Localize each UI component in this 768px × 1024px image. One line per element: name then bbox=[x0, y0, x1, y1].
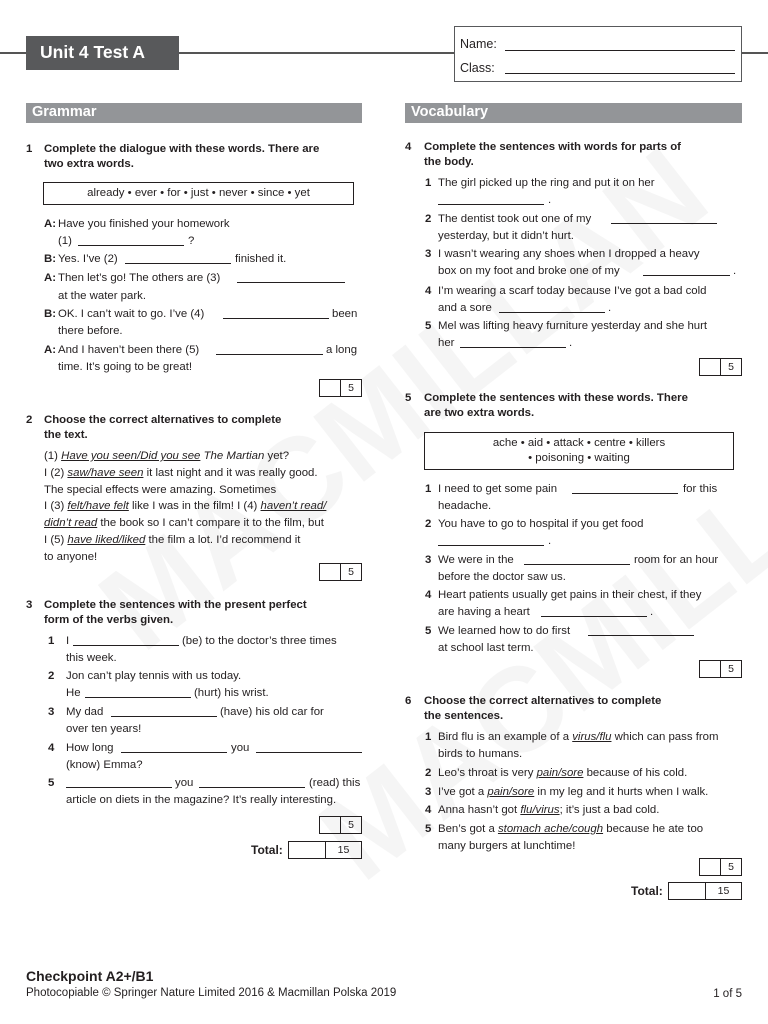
question-instructions bbox=[424, 391, 744, 420]
alternatives[interactable]: pain/sore bbox=[536, 767, 584, 779]
alternatives[interactable]: didn’t read bbox=[44, 517, 98, 529]
item-text: The dentist took out one of my bbox=[438, 213, 592, 225]
instruction-line: Complete the dialogue with these words. There are bbox=[44, 143, 320, 155]
answer-blank[interactable] bbox=[572, 484, 678, 494]
item-text: at school last term. bbox=[438, 642, 534, 654]
item-text: headache. bbox=[438, 500, 492, 512]
question-number: 2 bbox=[26, 414, 33, 426]
text-line bbox=[44, 467, 318, 479]
text: the film a lot. I’d recommend it bbox=[145, 534, 301, 546]
answer-blank[interactable] bbox=[256, 743, 362, 753]
text: like I was in the film! I (4) bbox=[128, 500, 261, 512]
answer-blank[interactable] bbox=[460, 338, 566, 348]
score-input[interactable] bbox=[320, 564, 341, 580]
item-number: 1 bbox=[425, 177, 432, 189]
name-label: Name: bbox=[460, 37, 497, 51]
item-number: 3 bbox=[425, 248, 432, 260]
item-text bbox=[438, 804, 659, 816]
item-text: Jon can’t play tennis with us today. bbox=[66, 670, 242, 682]
item-text: this week. bbox=[66, 652, 117, 664]
item-text: He bbox=[66, 687, 81, 699]
item-number: 4 bbox=[425, 285, 432, 297]
speaker: A: bbox=[44, 272, 57, 284]
item-text: Heart patients usually get pains in their chest, if they bbox=[438, 589, 702, 601]
max-score: 5 bbox=[728, 861, 734, 873]
answer-blank[interactable] bbox=[438, 536, 544, 546]
gap-number: I (2) bbox=[44, 467, 68, 479]
item-text: I bbox=[66, 635, 70, 647]
item-number: 1 bbox=[425, 483, 432, 495]
item-text: room for an hour bbox=[634, 554, 719, 566]
item-text: . bbox=[608, 302, 612, 314]
max-score: 5 bbox=[728, 663, 734, 675]
total-label: Total: bbox=[251, 843, 283, 857]
name-field[interactable] bbox=[505, 50, 735, 51]
word-list-line: ache • aid • attack • centre • killers bbox=[492, 437, 666, 449]
item-number: 5 bbox=[425, 625, 432, 637]
answer-blank[interactable] bbox=[643, 266, 730, 276]
dialogue-line: finished it. bbox=[235, 253, 287, 265]
total-input[interactable] bbox=[289, 842, 326, 858]
item-text bbox=[438, 767, 687, 779]
film-title: The Martian bbox=[200, 450, 265, 462]
item-text: I need to get some pain bbox=[438, 483, 558, 495]
score-input[interactable] bbox=[700, 661, 721, 677]
score-box bbox=[699, 858, 742, 876]
item-number: 3 bbox=[425, 554, 432, 566]
item-text: . bbox=[650, 606, 654, 618]
score-box bbox=[319, 379, 362, 397]
total-label: Total: bbox=[631, 884, 663, 898]
instruction-line: Complete the sentences with words for parts of bbox=[424, 141, 681, 153]
total-max: 15 bbox=[337, 844, 350, 856]
item-text: We learned how to do first bbox=[438, 625, 571, 637]
item-text: . bbox=[733, 265, 737, 277]
dialogue-line: a long bbox=[326, 344, 358, 356]
max-score: 5 bbox=[348, 819, 354, 831]
answer-blank-3[interactable] bbox=[237, 273, 345, 283]
word-box: already • ever • for • just • never • since • yet bbox=[43, 182, 354, 205]
alternatives[interactable]: Have you seen/Did you see bbox=[61, 450, 201, 462]
alternatives[interactable]: saw/have seen bbox=[67, 467, 144, 479]
gap-number: I (5) bbox=[44, 534, 68, 546]
score-input[interactable] bbox=[700, 359, 721, 375]
item-text: We were in the bbox=[438, 554, 514, 566]
question-number: 5 bbox=[405, 392, 412, 404]
instruction-line: the body. bbox=[424, 155, 474, 168]
page-number: 1 of 5 bbox=[713, 988, 742, 1000]
item-text: over ten years! bbox=[66, 723, 142, 735]
question-number: 3 bbox=[26, 599, 33, 611]
text: I’ve got a bbox=[438, 786, 488, 798]
word-list-line: • poisoning • waiting bbox=[528, 452, 630, 464]
class-label: Class: bbox=[460, 61, 495, 75]
answer-blank[interactable] bbox=[66, 778, 172, 788]
gap-number: I (3) bbox=[44, 500, 68, 512]
item-text: many burgers at lunchtime! bbox=[438, 840, 576, 852]
question-instructions bbox=[424, 694, 744, 723]
alternatives[interactable]: virus/flu bbox=[572, 731, 612, 743]
answer-blank[interactable] bbox=[524, 555, 630, 565]
item-text: birds to humans. bbox=[438, 748, 523, 760]
text: yet? bbox=[264, 450, 290, 462]
item-number: 5 bbox=[425, 320, 432, 332]
score-box bbox=[699, 660, 742, 678]
footer-copyright: Photocopiable © Springer Nature Limited 2016 & Macmillan Polska 2019 bbox=[26, 987, 397, 999]
item-number: 5 bbox=[425, 823, 432, 835]
item-text: The girl picked up the ring and put it on her bbox=[438, 177, 655, 189]
item-text: How long bbox=[66, 742, 114, 754]
dialogue-line: Then let’s go! The others are (3) bbox=[58, 272, 221, 284]
question-instructions bbox=[424, 140, 744, 169]
text: ; it’s just a bad cold. bbox=[559, 804, 660, 816]
max-score: 5 bbox=[348, 566, 354, 578]
text: Leo’s throat is very bbox=[438, 767, 537, 779]
item-text: Mel was lifting heavy furniture yesterday and she hurt bbox=[438, 320, 708, 332]
text-line: The special effects were amazing. Sometimes bbox=[44, 484, 277, 496]
answer-blank[interactable] bbox=[588, 626, 694, 636]
instruction-line: are two extra words. bbox=[424, 406, 535, 419]
item-text: . bbox=[548, 535, 552, 547]
speaker: B: bbox=[44, 308, 57, 320]
answer-blank-4[interactable] bbox=[223, 309, 329, 319]
text: in my leg and it hurts when I walk. bbox=[534, 786, 709, 798]
dialogue-line: ? bbox=[188, 235, 195, 247]
item-text: yesterday, but it didn’t hurt. bbox=[438, 230, 574, 242]
question-number: 6 bbox=[405, 695, 412, 707]
answer-blank[interactable] bbox=[611, 214, 717, 224]
item-number: 5 bbox=[48, 777, 55, 789]
item-number: 3 bbox=[48, 706, 55, 718]
text: Ben’s got a bbox=[438, 823, 498, 835]
grammar-heading: Grammar bbox=[26, 103, 362, 123]
question-number: 4 bbox=[405, 141, 412, 153]
item-number: 4 bbox=[425, 589, 432, 601]
item-text: My dad bbox=[66, 706, 104, 718]
answer-blank[interactable] bbox=[438, 195, 544, 205]
word-box bbox=[424, 432, 734, 470]
instruction-line: Complete the sentences with the present perfect bbox=[44, 599, 307, 611]
instruction-line: the text. bbox=[44, 428, 88, 441]
name-class-box bbox=[454, 26, 742, 82]
question-instructions bbox=[44, 142, 364, 171]
item-text: you bbox=[175, 777, 194, 789]
item-number: 2 bbox=[425, 518, 432, 530]
total-max: 15 bbox=[717, 885, 730, 897]
answer-blank-1[interactable] bbox=[78, 236, 184, 246]
item-text: article on diets in the magazine? It’s really interesting. bbox=[66, 794, 337, 806]
instruction-line: the sentences. bbox=[424, 709, 504, 722]
item-number: 2 bbox=[425, 213, 432, 225]
speaker: A: bbox=[44, 344, 57, 356]
item-text: (read) this bbox=[309, 777, 361, 789]
item-number: 2 bbox=[48, 670, 55, 682]
answer-blank[interactable] bbox=[541, 607, 647, 617]
alternatives[interactable]: felt/have felt bbox=[67, 500, 129, 512]
dialogue-line: Yes. I’ve (2) bbox=[58, 253, 118, 265]
alternatives[interactable]: flu/virus bbox=[520, 804, 560, 816]
item-number: 1 bbox=[48, 635, 55, 647]
score-box bbox=[319, 563, 362, 581]
item-text: (have) his old car for bbox=[220, 706, 324, 718]
item-text: (be) to the doctor’s three times bbox=[182, 635, 337, 647]
vocabulary-heading: Vocabulary bbox=[405, 103, 742, 123]
answer-blank[interactable] bbox=[499, 303, 605, 313]
alternatives[interactable]: stomach ache/cough bbox=[497, 823, 604, 835]
item-text: and a sore bbox=[438, 302, 492, 314]
question-instructions bbox=[44, 598, 364, 627]
unit-title: Unit 4 Test A bbox=[26, 36, 179, 70]
speaker: B: bbox=[44, 253, 57, 265]
text-line bbox=[44, 450, 289, 462]
item-text bbox=[438, 786, 708, 798]
answer-blank[interactable] bbox=[111, 707, 217, 717]
item-text: I’m wearing a scarf today because I’ve got a bad cold bbox=[438, 285, 707, 297]
footer-title: Checkpoint A2+/B1 bbox=[26, 968, 154, 984]
dialogue-line: Have you finished your homework bbox=[58, 218, 230, 230]
item-text: before the doctor saw us. bbox=[438, 571, 566, 583]
score-input[interactable] bbox=[700, 859, 721, 875]
text-line bbox=[44, 534, 300, 546]
instruction-line: Complete the sentences with these words. There bbox=[424, 392, 688, 404]
dialogue-line: OK. I can’t wait to go. I’ve (4) bbox=[58, 308, 205, 320]
instruction-line: Choose the correct alternatives to complete bbox=[424, 695, 662, 707]
text: which can pass from bbox=[611, 731, 719, 743]
instruction-line: two extra words. bbox=[44, 157, 134, 170]
item-text: . bbox=[569, 337, 573, 349]
text: Anna hasn’t got bbox=[438, 804, 521, 816]
text: because of his cold. bbox=[583, 767, 688, 779]
item-number: 1 bbox=[425, 731, 432, 743]
item-text: (know) Emma? bbox=[66, 759, 143, 771]
text: Bird flu is an example of a bbox=[438, 731, 573, 743]
alternatives[interactable]: haven’t read/ bbox=[260, 500, 327, 512]
item-text: I wasn’t wearing any shoes when I dropped a heavy bbox=[438, 248, 700, 260]
answer-blank[interactable] bbox=[85, 688, 191, 698]
class-field[interactable] bbox=[505, 73, 735, 74]
item-text: for this bbox=[683, 483, 718, 495]
item-text bbox=[438, 823, 703, 835]
item-text: (hurt) his wrist. bbox=[194, 687, 269, 699]
item-number: 4 bbox=[48, 742, 55, 754]
answer-blank-5[interactable] bbox=[216, 345, 323, 355]
score-input[interactable] bbox=[320, 817, 341, 833]
answer-blank-2[interactable] bbox=[125, 254, 231, 264]
item-text bbox=[438, 731, 718, 743]
item-number: 3 bbox=[425, 786, 432, 798]
score-box bbox=[319, 816, 362, 834]
max-score: 5 bbox=[728, 361, 734, 373]
dialogue-line: been bbox=[332, 308, 358, 320]
item-text: you bbox=[231, 742, 250, 754]
text: the book so I can’t compare it to the film, but bbox=[97, 517, 324, 529]
score-input[interactable] bbox=[320, 380, 341, 396]
alternatives[interactable]: pain/sore bbox=[487, 786, 535, 798]
gap-number: (1) bbox=[44, 450, 62, 462]
item-number: 2 bbox=[425, 767, 432, 779]
dialogue-line: time. It’s going to be great! bbox=[58, 361, 193, 373]
instruction-line: form of the verbs given. bbox=[44, 613, 174, 626]
speaker: A: bbox=[44, 218, 57, 230]
item-text: box on my foot and broke one of my bbox=[438, 265, 620, 277]
score-box bbox=[699, 358, 742, 376]
instruction-line: Choose the correct alternatives to complete bbox=[44, 414, 282, 426]
answer-blank[interactable] bbox=[73, 636, 179, 646]
alternatives[interactable]: have liked/liked bbox=[67, 534, 146, 546]
question-number: 1 bbox=[26, 143, 33, 155]
text-line bbox=[44, 517, 324, 529]
text: it last night and it was really good. bbox=[143, 467, 318, 479]
question-instructions bbox=[44, 413, 364, 442]
text-line bbox=[44, 500, 326, 512]
text: because he ate too bbox=[603, 823, 704, 835]
item-text: her bbox=[438, 337, 455, 349]
item-text: are having a heart bbox=[438, 606, 530, 618]
total-box bbox=[668, 882, 742, 900]
dialogue-line: And I haven’t been there (5) bbox=[58, 344, 200, 356]
item-text: . bbox=[548, 194, 552, 206]
total-box bbox=[288, 841, 362, 859]
answer-blank[interactable] bbox=[121, 743, 227, 753]
answer-blank[interactable] bbox=[199, 778, 305, 788]
item-number: 4 bbox=[425, 804, 432, 816]
total-input[interactable] bbox=[669, 883, 706, 899]
text-line: to anyone! bbox=[44, 551, 98, 563]
max-score: 5 bbox=[348, 382, 354, 394]
dialogue-line: at the water park. bbox=[58, 290, 147, 302]
dialogue-line: (1) bbox=[58, 235, 72, 247]
dialogue-line: there before. bbox=[58, 325, 123, 337]
item-text: You have to go to hospital if you get food bbox=[438, 518, 644, 530]
